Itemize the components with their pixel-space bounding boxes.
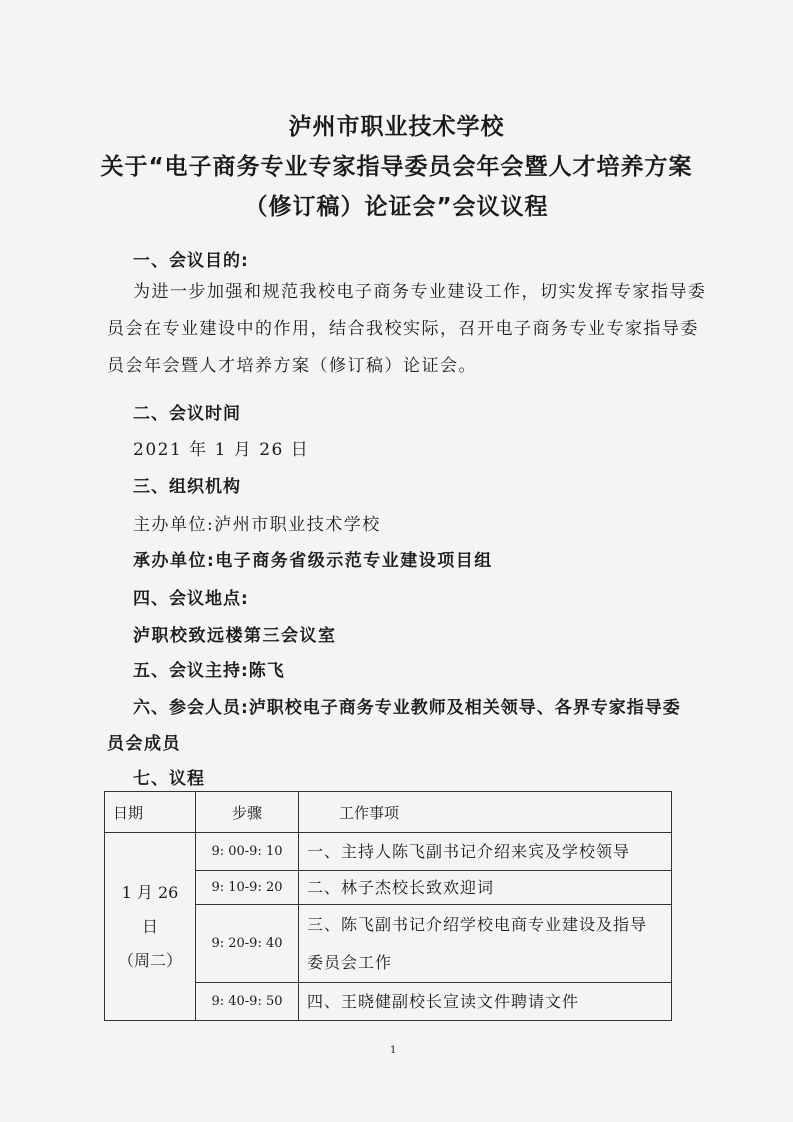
agenda-time: 9: 00-9: 10 [196, 833, 299, 871]
page-number: 1 [390, 1045, 397, 1056]
agenda-heading: 七、议程 [133, 769, 205, 789]
agenda-time: 9: 40-9: 50 [196, 983, 299, 1021]
agenda-date: 1 月 26 日 [121, 882, 179, 936]
organizer-value: 电子商务省级示范专业建设项目组 [215, 551, 493, 571]
agenda-item: 三、陈飞副书记介绍学校电商专业建设及指导委员会工作 [299, 905, 672, 983]
column-header-item: 工作事项 [299, 792, 672, 833]
agenda-table [104, 791, 672, 1021]
agenda-header-row [105, 792, 672, 833]
time-heading: 二、会议时间 [133, 404, 241, 424]
purpose-paragraph: 为进一步加强和规范我校电子商务专业建设工作，切实发挥专家指导委员会在专业建设中的作用，结合我校实际，召开电子商务专业专家指导委员会年会暨人才培养方案（修订稿）论证会。 [107, 282, 707, 376]
column-header-step: 步骤 [196, 792, 299, 833]
table-row [105, 833, 672, 871]
location-heading: 四、会议地点: [133, 589, 249, 609]
attendees-heading: 六、参会人员:泸职校电子商务专业教师及相关领导、各界专家指导委 [133, 698, 681, 718]
organizer-unit [133, 546, 493, 571]
attendees-continuation: 员会成员 [107, 734, 181, 754]
organization-heading: 三、组织机构 [133, 477, 241, 497]
title-line-2: 关于“电子商务专业专家指导委员会年会暨人才培养方案 [100, 154, 693, 180]
agenda-weekday: （周二） [117, 950, 182, 970]
host-unit [133, 510, 381, 535]
agenda-time: 9: 10-9: 20 [196, 871, 299, 905]
title-line-3: （修订稿）论证会”会议议程 [244, 194, 549, 220]
organizer-label: 承办单位: [133, 551, 216, 571]
agenda-item: 一、主持人陈飞副书记介绍来宾及学校领导 [299, 833, 672, 871]
agenda-item: 二、林子杰校长致欢迎词 [299, 871, 672, 905]
agenda-date-cell [105, 833, 196, 1021]
title-school: 泸州市职业技术学校 [288, 114, 505, 140]
agenda-item: 四、王晓健副校长宣读文件聘请文件 [299, 983, 672, 1021]
column-header-date: 日期 [105, 792, 196, 833]
moderator-heading: 五、会议主持:陈飞 [133, 661, 285, 681]
host-value: 泸州市职业技术学校 [214, 515, 381, 535]
agenda-time: 9: 20-9: 40 [196, 905, 299, 983]
host-label: 主办单位: [133, 515, 215, 535]
location-value: 泸职校致远楼第三会议室 [133, 626, 337, 646]
meeting-date: 2021 年 1 月 26 日 [133, 440, 310, 460]
purpose-heading: 一、会议目的: [133, 251, 249, 271]
